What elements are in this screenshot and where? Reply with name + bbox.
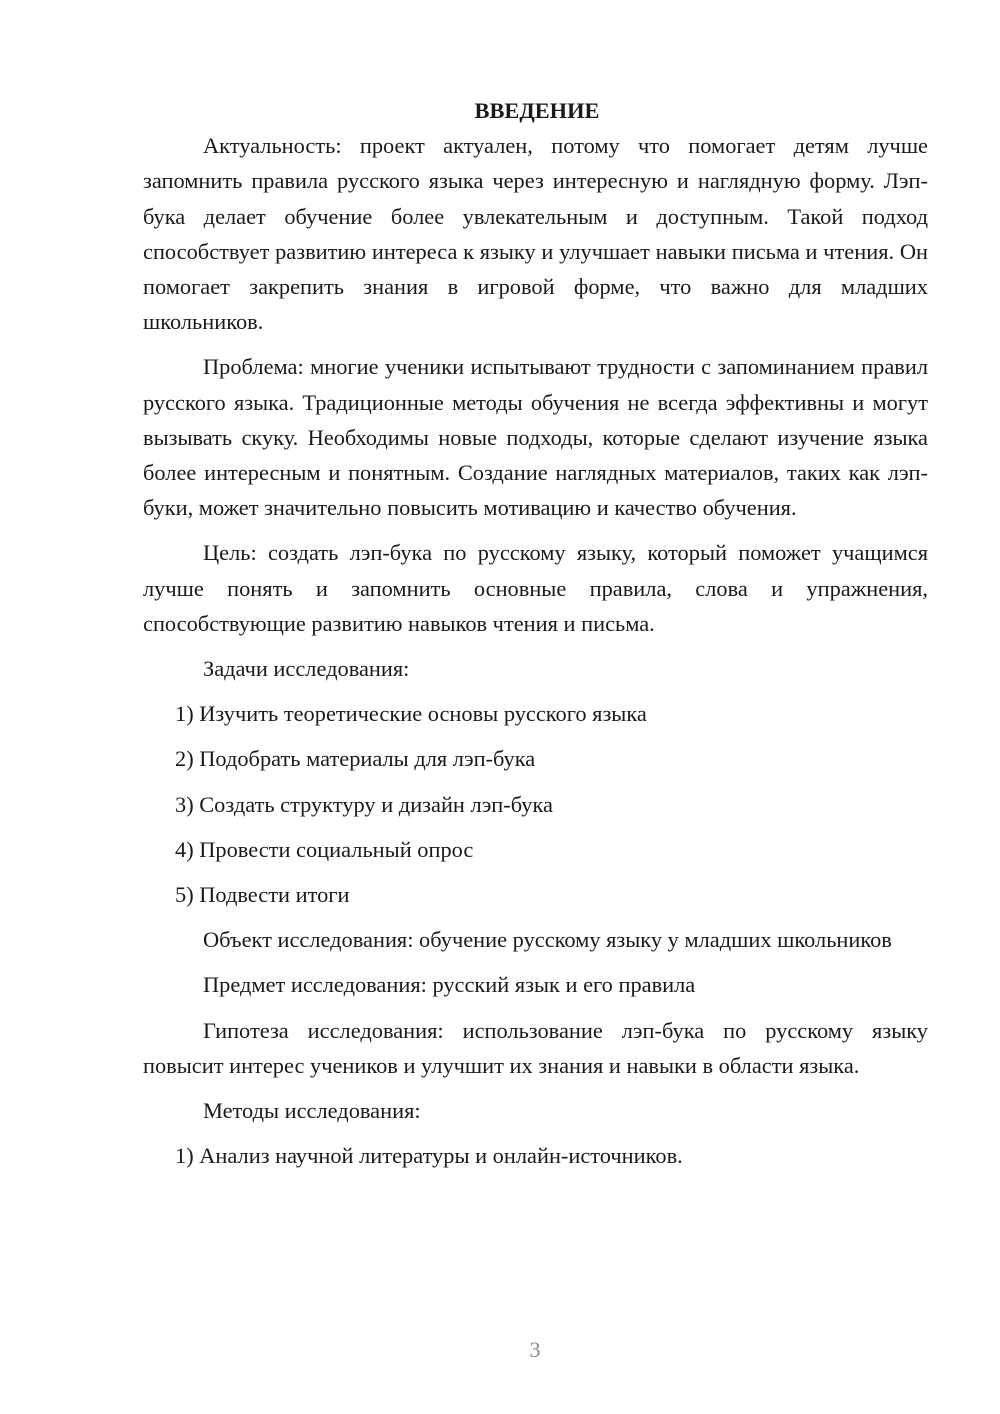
task-item-5: 5) Подвести итоги xyxy=(175,882,350,908)
task-item-3: 3) Создать структуру и дизайн лэп-бука xyxy=(175,791,553,817)
subject-paragraph: Предмет исследования: русский язык и его правила xyxy=(203,972,696,998)
hypothesis-paragraph: Гипотеза исследования: использование лэп-бука по русскому языку повысит интерес учеников и улучшит их знания и навыки в области языка. xyxy=(143,1017,928,1078)
methods-title: Методы исследования: xyxy=(203,1098,421,1124)
page-content xyxy=(143,93,928,1173)
task-item-1: 1) Изучить теоретические основы русского языка xyxy=(175,701,647,727)
goal-paragraph: Цель: создать лэп-бука по русскому языку, который поможет учащимся лучше понять и запомнить основные правила, слова и упражнения, способствующие развитию навыков чтения и письма. xyxy=(143,540,928,636)
task-item-2: 2) Подобрать материалы для лэп-бука xyxy=(175,746,536,772)
relevance-paragraph: Актуальность: проект актуален, потому что помогает детям лучше запомнить правила русского языка через интересную и наглядную форму. Лэп-бука делает обучение более увлекательным и доступным. Такой подход способствует развитию интереса к языку и улучшает навыки письма и чтения. Он помогает закрепить знания в игровой форме, что важно для младших школьников. xyxy=(143,133,928,335)
method-item-1: 1) Анализ научной литературы и онлайн-источников. xyxy=(175,1143,683,1169)
page-number: 3 xyxy=(529,1337,541,1362)
section-heading: ВВЕДЕНИЕ xyxy=(474,98,600,123)
tasks-title: Задачи исследования: xyxy=(203,656,410,682)
problem-paragraph: Проблема: многие ученики испытывают трудности с запоминанием правил русского языка. Традиционные методы обучения не всегда эффективны и могут вызывать скуку. Необходимы новые подходы, которые сделают изучение языка более интересным и понятным. Создание наглядных материалов, таких как лэп-буки, может значительно повысить мотивацию и качество обучения. xyxy=(143,354,928,521)
object-paragraph: Объект исследования: обучение русскому языку у младших школьников xyxy=(203,927,892,953)
task-item-4: 4) Провести социальный опрос xyxy=(175,836,474,862)
